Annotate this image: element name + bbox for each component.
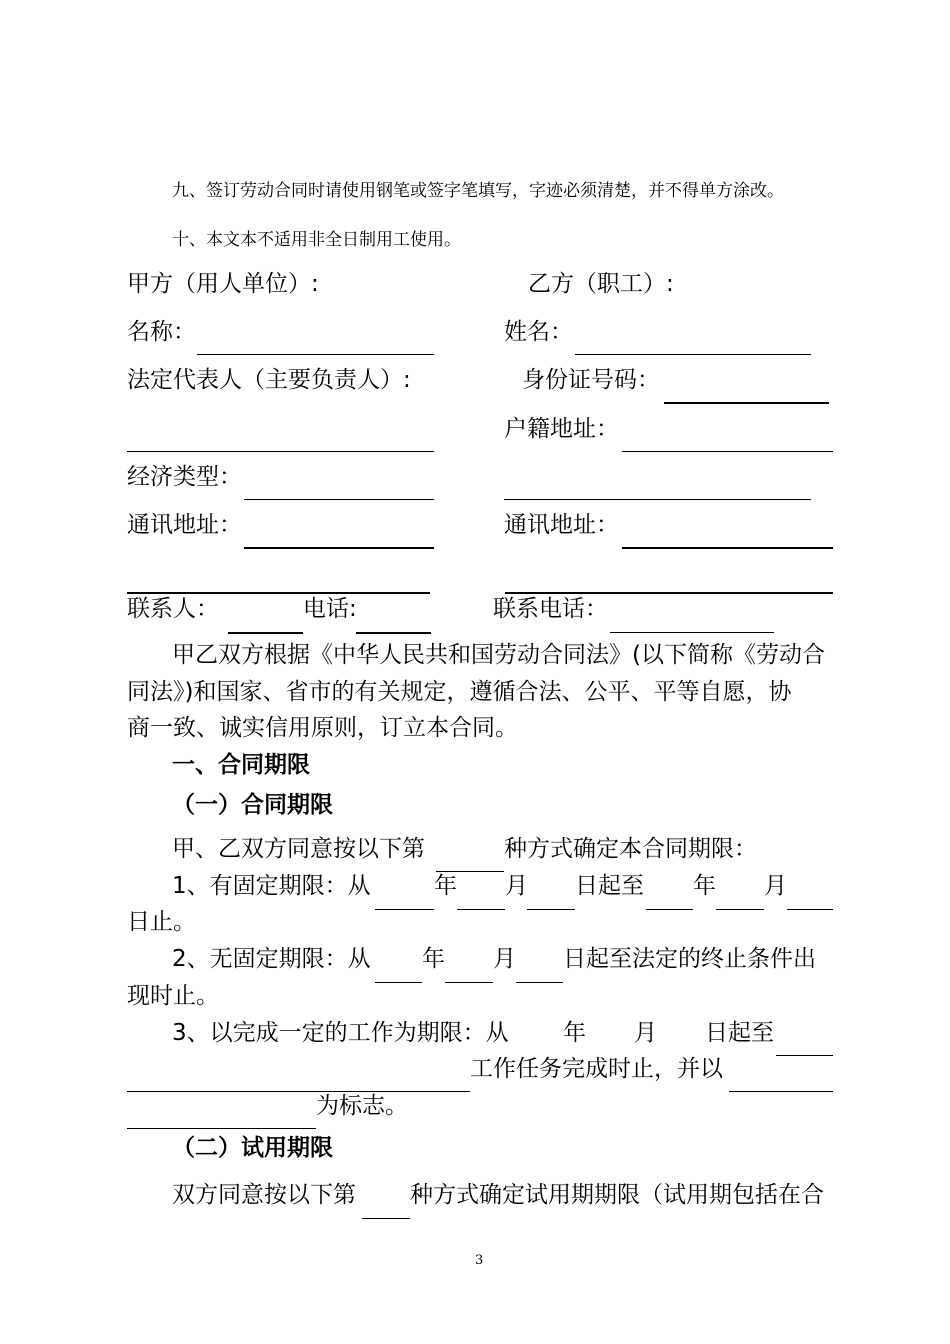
option-2-end: 现时止。 [127,983,219,1009]
option-3-task-line-1[interactable] [776,1055,833,1056]
option-3-marker-line-2[interactable] [127,1128,316,1129]
term-choice-text-b: 种方式确定本合同期限： [504,836,757,862]
household-address-line-2[interactable] [504,499,811,500]
option-3-year: 年 [563,1020,586,1046]
id-number-label: 身份证号码： [522,367,660,393]
option-1-year-2: 年 [693,873,716,899]
subsection-1-title: （一）合同期限 [172,792,333,818]
term-choice-text-a: 甲、乙双方同意按以下第 [172,836,425,862]
address-a-label: 通讯地址： [127,512,242,538]
option-2-month: 月 [493,946,516,972]
preamble-line-1: 甲乙双方根据《中华人民共和国劳动合同法》(以下简称《劳动合 [172,642,825,668]
option-3-marker-line-1[interactable] [729,1091,833,1092]
option-3-text: 3、以完成一定的工作为期限：从 [172,1020,509,1046]
address-a-line[interactable] [244,547,434,549]
address-b-line[interactable] [622,547,833,549]
option-1-month: 月 [505,873,528,899]
household-address-label: 户籍地址： [504,416,619,442]
employee-name-line[interactable] [575,354,811,355]
section-1-title: 一、合同期限 [172,752,310,778]
page-number: 3 [475,1253,484,1268]
employee-name-label: 姓名： [504,319,573,345]
company-name-line[interactable] [197,354,434,355]
contact-person-line[interactable] [228,632,303,634]
contact-person-label: 联系人： [127,596,219,622]
trial-choice-text-a: 双方同意按以下第 [172,1182,356,1208]
preamble-line-2: 同法》)和国家、省市的有关规定，遵循合法、公平、平等自愿，协 [127,679,792,705]
option-3-day: 日起至 [705,1020,774,1046]
economic-type-line[interactable] [244,499,434,500]
option-1-end: 日止。 [127,909,196,935]
party-a-heading: 甲方（用人单位）: [127,271,319,297]
address-b-label: 通讯地址： [504,512,619,538]
trial-choice-text-b: 种方式确定试用期期限（试用期包括在合 [410,1182,824,1208]
option-1-end-year-line[interactable] [646,909,693,910]
option-1-end-month-line[interactable] [716,909,764,910]
option-2-text: 2、无固定期限：从 [172,946,371,972]
phone-label: 电话: [303,596,357,622]
term-choice-line[interactable] [436,871,504,872]
option-1-day: 日起至 [575,873,644,899]
preamble-line-3: 商一致、诚实信用原则，订立本合同。 [127,715,518,741]
legal-rep-label: 法定代表人（主要负责人）: [127,367,411,393]
option-2-year-line[interactable] [375,982,422,983]
option-1-text: 1、有固定期限：从 [172,873,371,899]
option-3-month: 月 [634,1020,657,1046]
contact-phone-line[interactable] [610,632,774,633]
option-2-day: 日起至法定的终止条件出 [563,946,816,972]
economic-type-label: 经济类型： [127,464,242,490]
id-number-line[interactable] [664,402,829,404]
legal-rep-line[interactable] [127,451,434,452]
option-1-year: 年 [434,873,457,899]
option-3-mid: 工作任务完成时止，并以 [470,1056,723,1082]
phone-line[interactable] [356,632,431,634]
address-b-line-2[interactable] [505,592,833,594]
party-b-heading: 乙方（职工）: [528,271,674,297]
option-1-end-day-line[interactable] [787,909,833,910]
subsection-2-title: （二）试用期限 [172,1135,333,1161]
option-2-month-line[interactable] [445,982,493,983]
company-name-label: 名称： [127,319,196,345]
option-3-task-line-2[interactable] [127,1091,470,1092]
option-1-start-day-line[interactable] [527,909,575,910]
contact-phone-label: 联系电话： [493,596,608,622]
option-1-start-year-line[interactable] [375,909,434,910]
option-2-year: 年 [422,946,445,972]
household-address-line[interactable] [622,451,833,452]
note-9: 九、签订劳动合同时请使用钢笔或签字笔填写，字迹必须清楚，并不得单方涂改。 [172,181,784,201]
address-a-line-2[interactable] [127,592,430,594]
option-3-end: 为标志。 [316,1093,408,1119]
note-10: 十、本文本不适用非全日制用工使用。 [172,230,461,250]
option-1-start-month-line[interactable] [457,909,505,910]
option-1-month-2: 月 [764,873,787,899]
trial-choice-line[interactable] [362,1218,410,1219]
option-2-day-line[interactable] [516,982,563,983]
